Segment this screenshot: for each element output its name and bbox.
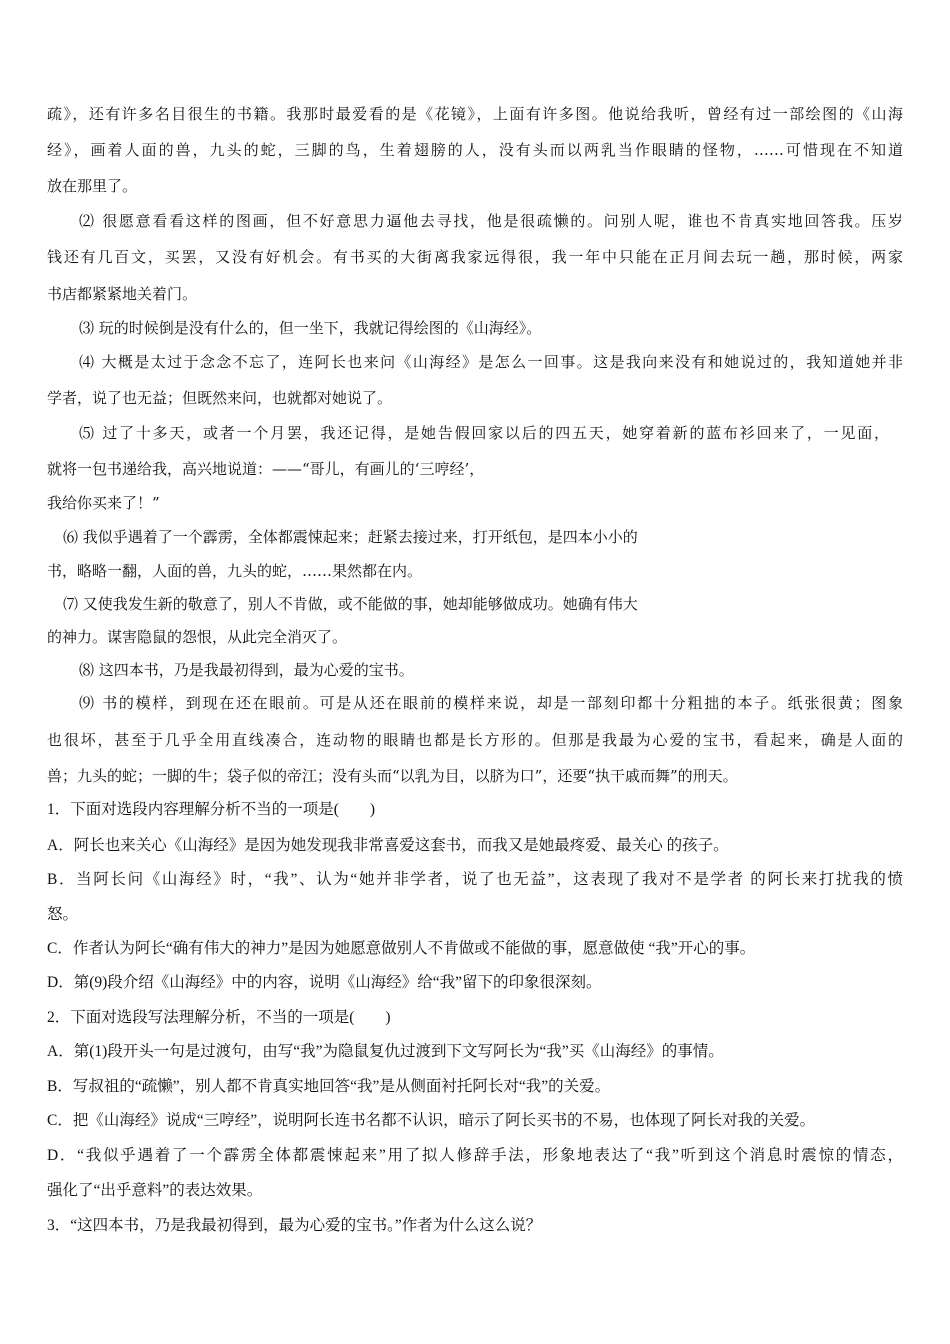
passage-line: 兽；九头的蛇；一脚的牛；袋子似的帝江；没有头而“以乳为目，以脐为口”，还要“执干戚而舞”的刑天。 [47,767,738,785]
passage-line: 钱还有几百文，买罢，又没有好机会。有书买的大街离我家远得很，我一年中只能在正月间去玩一趟，那时候，两家 [47,248,903,266]
question-2-option-c: C．把《山海经》说成“三哼经”，说明阿长连书名都不认识，暗示了阿长买书的不易，也体现了阿长对我的关爱。 [47,1112,816,1129]
question-1-option-d: D．第(9)段介绍《山海经》中的内容，说明《山海经》给“我”留下的印象很深刻。 [47,974,602,991]
question-1-option-a: A．阿长也来关心《山海经》是因为她发现我非常喜爱这套书，而我又是她最疼爱、最关心 的孩子。 [47,837,729,854]
paragraph-8: ⑻ 这四本书，乃是我最初得到，最为心爱的宝书。 [79,661,414,679]
passage-line: 书，略略一翻，人面的兽，九头的蛇，……果然都在内。 [47,562,423,580]
passage-line: 书店都紧紧地关着门。 [47,285,198,303]
paragraph-4: ⑷ 大概是太过于念念不忘了，连阿长也来问《山海经》是怎么一回事。这是我向来没有和她说过的，我知道她并非 [79,353,903,371]
passage-line: 学者，说了也无益；但既然来问，也就都对她说了。 [47,389,393,407]
question-2-option-d-cont: 强化了“出乎意料”的表达效果。 [47,1182,263,1199]
passage-line: 经》，画着人面的兽，九头的蛇，三脚的鸟，生着翅膀的人，没有头而以两乳当作眼睛的怪物，……可惜现在不知道 [47,141,903,159]
paragraph-2: ⑵ 很愿意看看这样的图画，但不好意思力逼他去寻找，他是很疏懒的。问别人呢，谁也不肯真实地回答我。压岁 [79,212,903,230]
passage-line: 我给你买来了！” [47,494,160,512]
question-1: 1．下面对选段内容理解分析不当的一项是( ) [47,801,376,818]
question-2: 2．下面对选段写法理解分析，不当的一项是( ) [47,1009,391,1026]
paragraph-9: ⑼ 书的模样，到现在还在眼前。可是从还在眼前的模样来说，却是一部刻印都十分粗拙的本子。纸张很黄；图象 [79,694,903,712]
paragraph-3: ⑶ 玩的时候倒是没有什么的，但一坐下，我就记得绘图的《山海经》。 [79,319,542,337]
question-2-option-d: D．“我似乎遇着了一个霹雳全体都震悚起来”用了拟人修辞手法，形象地表达了“我”听到这个消息时震惊的情态， [47,1147,903,1164]
passage-line: 的神力。谋害隐鼠的怨恨，从此完全消灭了。 [47,628,348,646]
paragraph-6: ⑹ 我似乎遇着了一个霹雳，全体都震悚起来；赶紧去接过来，打开纸包，是四本小小的 [63,528,638,546]
paragraph-7: ⑺ 又使我发生新的敬意了，别人不肯做，或不能做的事，她却能够做成功。她确有伟大 [63,595,638,613]
question-2-option-b: B．写叔祖的“疏懒”，别人都不肯真实地回答“我”是从侧面衬托阿长对“我”的关爱。 [47,1078,611,1095]
passage-line: 也很坏，甚至于几乎全用直线凑合，连动物的眼睛也都是长方形的。但那是我最为心爱的宝书，看起来，确是人面的 [47,731,903,749]
question-3: 3．“这四本书，乃是我最初得到，最为心爱的宝书。”作者为什么这么说？ [47,1217,542,1234]
question-1-option-b-cont: 怒。 [47,906,79,923]
question-1-option-c: C．作者认为阿长“确有伟大的神力”是因为她愿意做别人不肯做或不能做的事，愿意做使 “我”开心的事。 [47,940,756,957]
question-1-option-b: B．当阿长问《山海经》时，“我”、认为“她并非学者，说了也无益”，这表现了我对不是学者 的阿长来打扰我的愤 [47,871,903,888]
passage-line: 就将一包书递给我，高兴地说道：——“哥儿，有画儿的‘三哼经’， [47,460,485,478]
passage-line: 疏》，还有许多名目很生的书籍。我那时最爱看的是《花镜》，上面有许多图。他说给我听，曾经有过一部绘图的《山海 [47,105,903,123]
passage-line: 放在那里了。 [47,177,138,195]
question-2-option-a: A．第(1)段开头一句是过渡句，由写“我”为隐鼠复仇过渡到下文写阿长为“我”买《山海经》的事情。 [47,1043,724,1060]
paragraph-5: ⑸ 过了十多天，或者一个月罢，我还记得，是她告假回家以后的四五天，她穿着新的蓝布衫回来了，一见面， [79,424,889,442]
